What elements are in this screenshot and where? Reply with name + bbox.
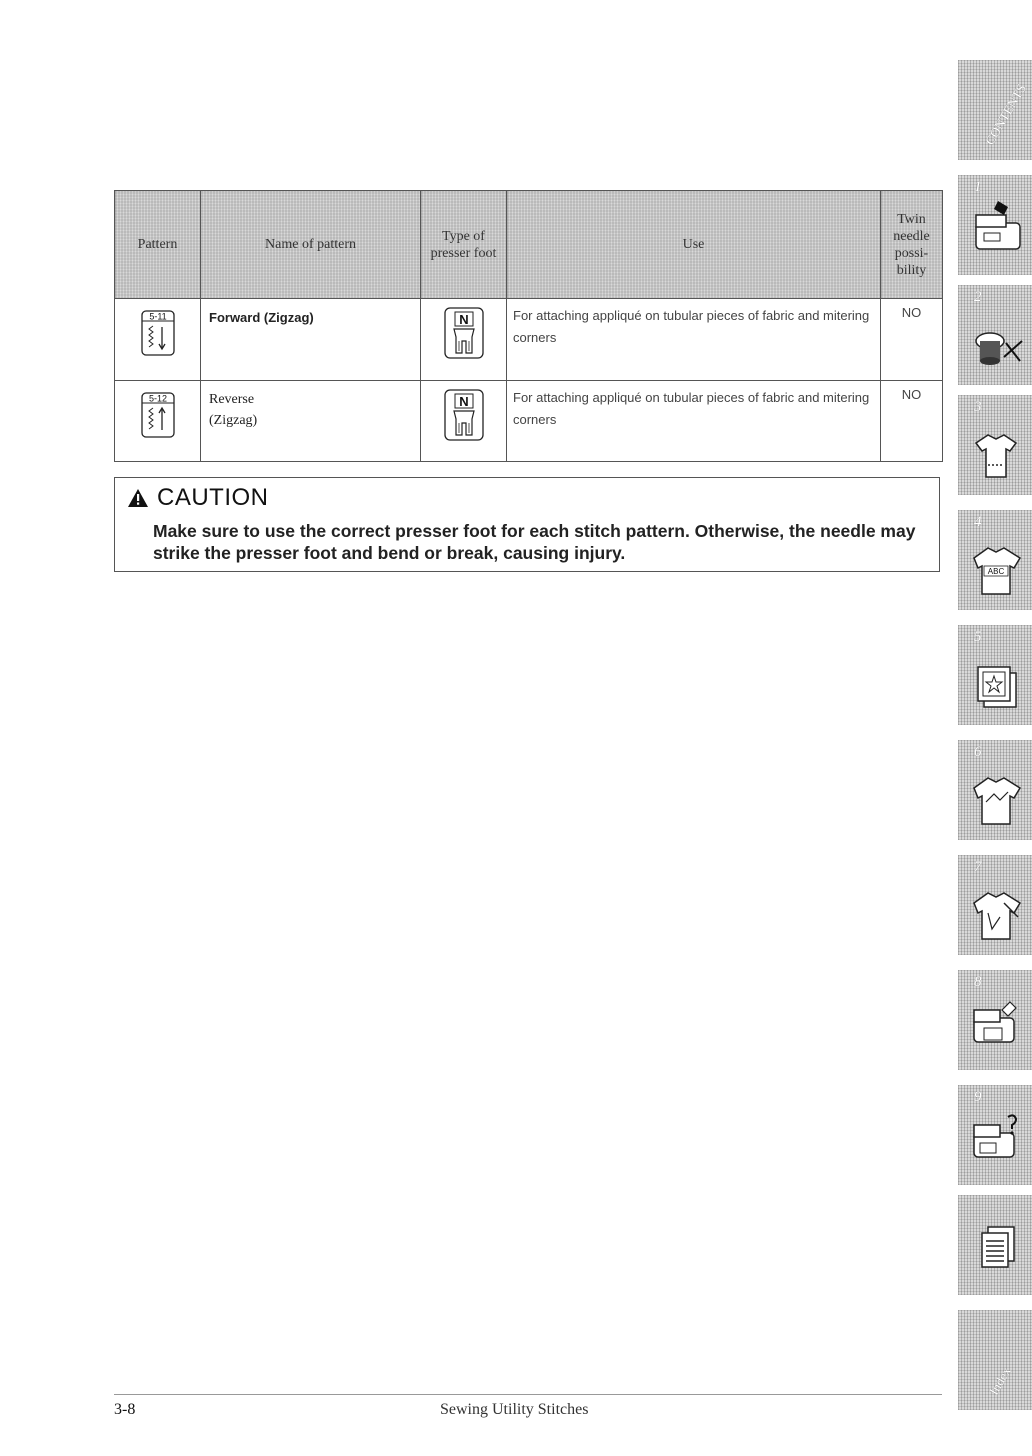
twin-needle-cell: NO [881,381,943,462]
pattern-code: 5-12 [148,393,167,404]
presser-foot-n-icon [442,305,486,361]
tab-chapter-1[interactable] [958,175,1032,275]
pattern-code: 5-11 [148,311,167,322]
caution-title: CAUTION [157,484,269,511]
tab-chapter-3[interactable] [958,395,1032,495]
header-foot: Type of presser foot [421,191,507,299]
caution-heading [127,484,269,512]
header-use: Use [507,191,881,299]
tab-number: 9 [974,1089,982,1105]
tab-number: 7 [974,859,982,875]
tab-chapter-8[interactable] [958,970,1032,1070]
tab-chapter-5[interactable] [958,625,1032,725]
foot-letter: N [458,394,469,409]
embroidery-frame-icon [970,643,1026,713]
tab-number: 6 [974,744,982,760]
tab-appendix[interactable] [958,1195,1032,1295]
presser-foot-cell [421,299,507,381]
sewing-machine-icon [970,193,1026,263]
warning-triangle-icon [127,488,149,508]
presser-foot-n-icon [442,387,486,443]
footer-divider [114,1394,942,1395]
pattern-name-cell [201,299,421,381]
machine-maintenance-icon [970,988,1026,1058]
caution-text: Make sure to use the correct presser foot for each stitch pattern. Otherwise, the needle may strike the presser foot and bend or break, causing injury. [153,521,916,563]
tab-chapter-9[interactable] [958,1085,1032,1185]
use-cell: For attaching appliqué on tubular pieces of fabric and mitering corners [507,299,881,381]
caution-box [114,477,940,572]
troubleshooting-icon [970,1103,1026,1173]
stitch-pattern-icon [138,309,178,357]
header-name: Name of pattern [201,191,421,299]
presser-foot-cell [421,381,507,462]
tab-number: 8 [974,974,982,990]
table-row [115,299,943,381]
twin-needle-cell: NO [881,299,943,381]
tshirt-embroidery-icon [970,528,1026,598]
pattern-name: Reverse [209,392,255,407]
pattern-name-line2: (Zigzag) [209,413,258,428]
documents-icon [970,1213,1026,1283]
pattern-name: Forward (Zigzag) [209,310,314,325]
tab-number: 3 [974,399,982,415]
tab-contents-label: CONTENTS [982,81,1029,148]
header-twin: Twin needle possi-bility [881,191,943,299]
tab-index-label: Index [986,1364,1014,1398]
pattern-name-cell [201,381,421,462]
foot-letter: N [458,312,469,327]
tshirt-stitch-icon [970,413,1026,483]
tab-index[interactable] [958,1310,1032,1410]
tab-contents[interactable] [958,60,1032,160]
tab-number: 1 [974,179,982,195]
tab-chapter-4[interactable] [958,510,1032,610]
table-row [115,381,943,462]
tab-number: 5 [974,629,982,645]
tab-chapter-2[interactable] [958,285,1032,385]
tab-chapter-7[interactable] [958,855,1032,955]
pattern-cell [115,299,201,381]
abc-text: ABC [987,567,1005,576]
tab-chapter-6[interactable] [958,740,1032,840]
tshirt-design-icon [970,873,1026,943]
footer-title: Sewing Utility Stitches [440,1401,589,1418]
tab-number: 2 [974,289,982,305]
tab-number: 4 [974,514,982,530]
pattern-cell [115,381,201,462]
tshirt-edit-icon [970,758,1026,828]
use-cell: For attaching appliqué on tubular pieces of fabric and mitering corners [507,381,881,462]
stitch-pattern-icon [138,391,178,439]
table-header-row [115,191,943,299]
header-pattern: Pattern [115,191,201,299]
page-number: 3-8 [114,1401,136,1418]
thread-scissors-icon [970,303,1026,373]
stitch-table [114,190,943,462]
